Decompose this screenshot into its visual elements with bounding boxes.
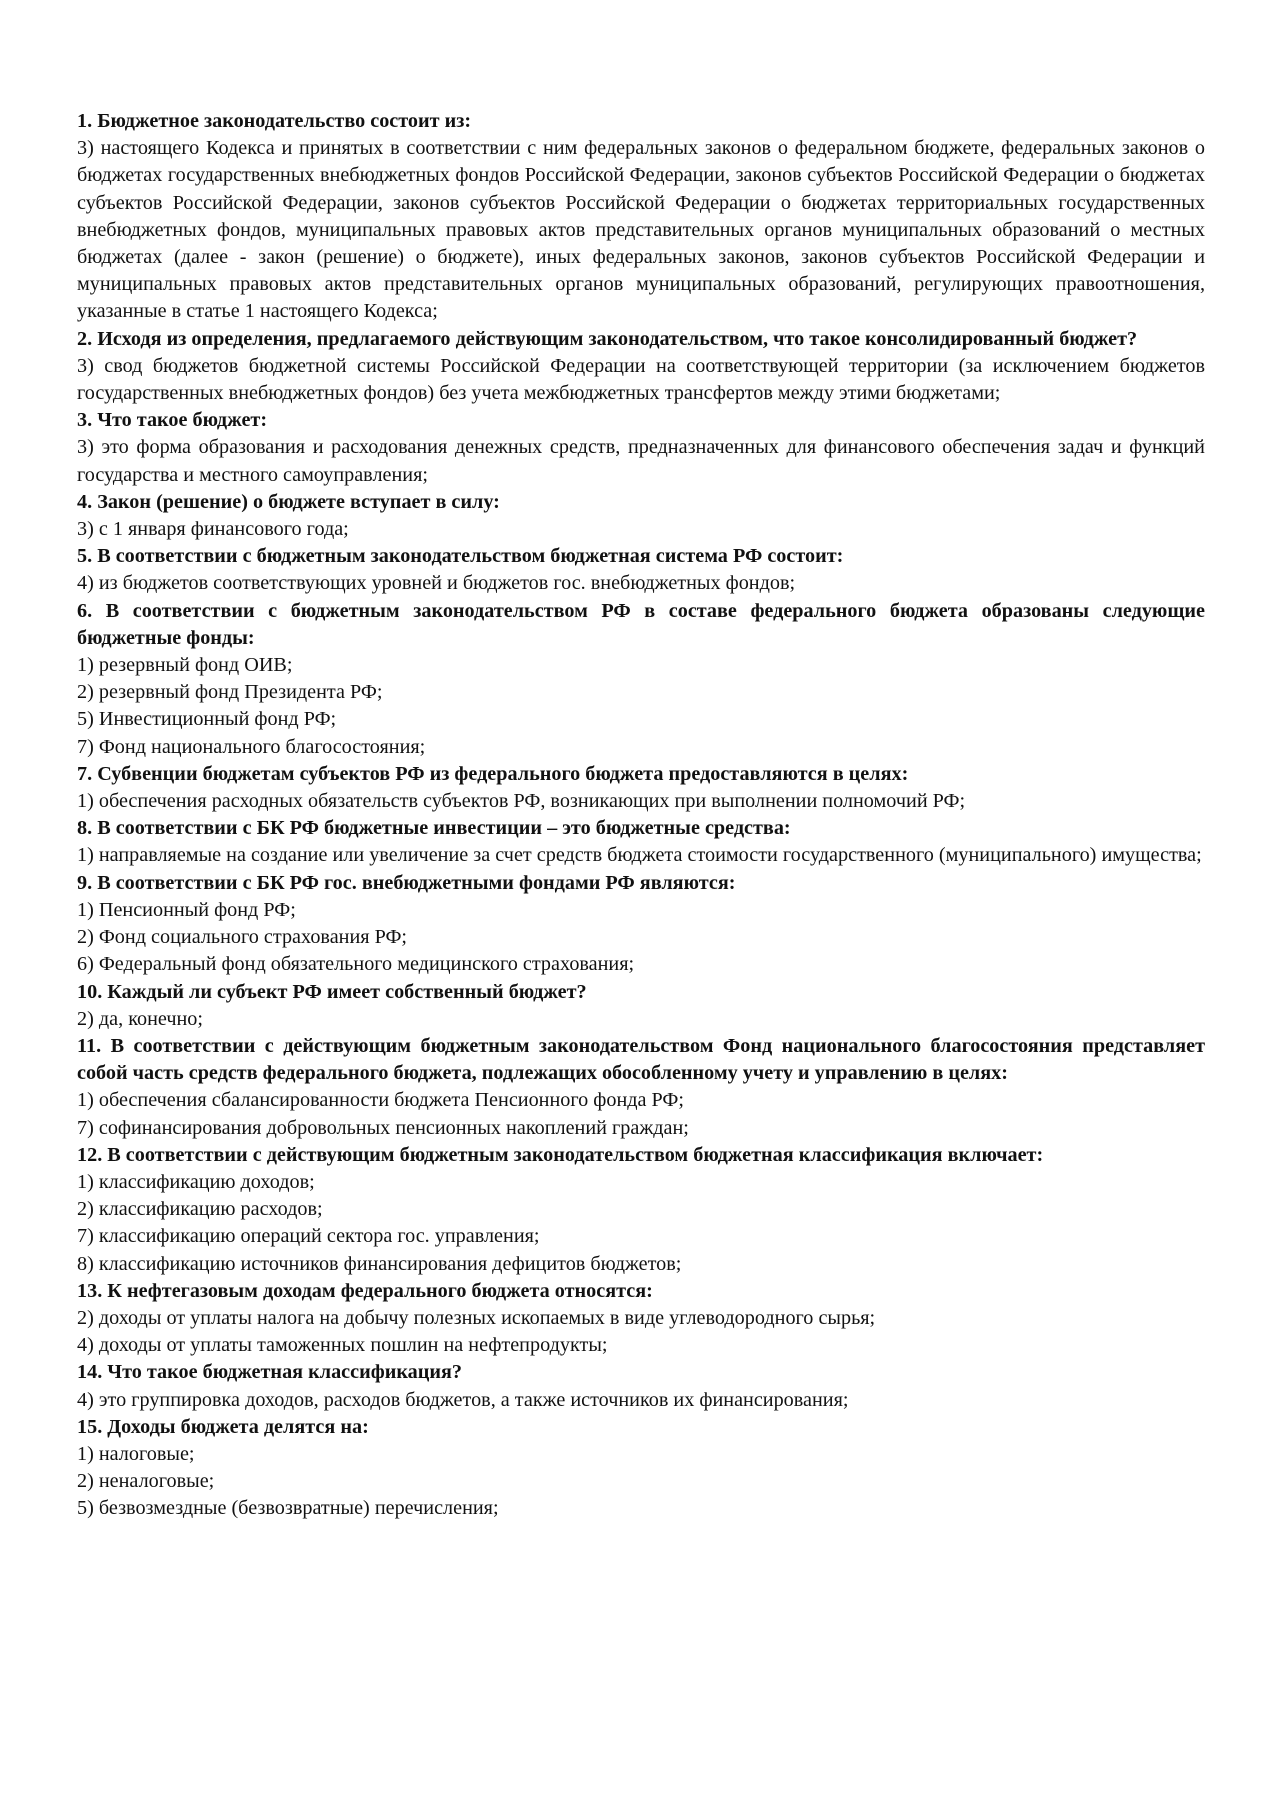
answer-text: 3) с 1 января финансового года;	[77, 518, 349, 541]
question-text: 6. В соответствии с бюджетным законодательством РФ в составе федерального бюджета образованы следующие бюджетные фонды:	[77, 599, 1205, 649]
document-page	[77, 108, 1205, 1523]
question-block	[77, 979, 1205, 1033]
answer-text: 1) обеспечения расходных обязательств субъектов РФ, возникающих при выполнении полномочий РФ;	[77, 790, 966, 813]
answer-text: 1) обеспечения сбалансированности бюджета Пенсионного фонда РФ;	[77, 1089, 684, 1112]
answer-text: 2) классификацию расходов;	[77, 1198, 323, 1221]
answer-text: 5) Инвестиционный фонд РФ;	[77, 708, 337, 731]
question-block	[77, 1359, 1205, 1413]
answer-text: 4) из бюджетов соответствующих уровней и бюджетов гос. внебюджетных фондов;	[77, 572, 796, 595]
answer-text: 2) резервный фонд Президента РФ;	[77, 681, 383, 704]
question-text: 15. Доходы бюджета делятся на:	[77, 1415, 369, 1438]
answer-text: 4) это группировка доходов, расходов бюджетов, а также источников их финансирования;	[77, 1388, 849, 1411]
answer-text: 1) Пенсионный фонд РФ;	[77, 898, 296, 921]
question-block	[77, 761, 1205, 815]
question-block	[77, 489, 1205, 543]
question-block	[77, 1278, 1205, 1360]
answer-text: 7) софинансирования добровольных пенсионных накоплений граждан;	[77, 1116, 689, 1139]
question-block	[77, 1033, 1205, 1142]
question-text: 1. Бюджетное законодательство состоит из:	[77, 110, 472, 132]
question-text: 11. В соответствии с действующим бюджетным законодательством Фонд национального благосостояния представляет собой часть средств федерального бюджета, подлежащих обособленному учету и управлению в целях:	[77, 1034, 1205, 1085]
question-block	[77, 1142, 1205, 1278]
answer-text: 4) доходы от уплаты таможенных пошлин на нефтепродукты;	[77, 1334, 608, 1357]
question-block	[77, 598, 1205, 761]
question-block	[77, 407, 1205, 489]
answer-text: 1) классификацию доходов;	[77, 1170, 315, 1193]
question-text: 13. К нефтегазовым доходам федерального бюджета относятся:	[77, 1279, 653, 1302]
question-block	[77, 108, 1205, 326]
question-text: 14. Что такое бюджетная классификация?	[77, 1361, 463, 1384]
answer-text: 3) свод бюджетов бюджетной системы Российской Федерации на соответствующей территории (за исключением бюджетов государственных внебюджетных фондов) без учета межбюджетных трансфертов между этими бюджетами;	[77, 354, 1205, 405]
question-block	[77, 815, 1205, 869]
question-text: 5. В соответствии с бюджетным законодательством бюджетная система РФ состоит:	[77, 545, 844, 568]
answer-text: 2) Фонд социального страхования РФ;	[77, 926, 408, 949]
answer-text: 3) это форма образования и расходования денежных средств, предназначенных для финансового обеспечения задач и функций государства и местного самоуправления;	[77, 436, 1205, 486]
answer-text: 6) Федеральный фонд обязательного медицинского страхования;	[77, 953, 635, 976]
question-text: 2. Исходя из определения, предлагаемого действующим законодательством, что такое консолидированный бюджет?	[77, 327, 1138, 350]
answer-text: 2) неналоговые;	[77, 1470, 215, 1493]
answer-text: 1) налоговые;	[77, 1442, 195, 1465]
question-text: 9. В соответствии с БК РФ гос. внебюджетными фондами РФ являются:	[77, 871, 736, 894]
question-block	[77, 1414, 1205, 1523]
question-block	[77, 326, 1205, 408]
answer-text: 8) классификацию источников финансирования дефицитов бюджетов;	[77, 1252, 682, 1275]
answer-text: 5) безвозмездные (безвозвратные) перечисления;	[77, 1497, 499, 1520]
answer-text: 1) направляемые на создание или увеличение за счет средств бюджета стоимости государственного (муниципального) имущества;	[77, 844, 1202, 867]
question-block	[77, 870, 1205, 979]
answer-text: 7) классификацию операций сектора гос. управления;	[77, 1225, 540, 1248]
answer-text: 2) доходы от уплаты налога на добычу полезных ископаемых в виде углеводородного сырья;	[77, 1306, 876, 1329]
answer-text: 1) резервный фонд ОИВ;	[77, 654, 293, 677]
question-text: 4. Закон (решение) о бюджете вступает в силу:	[77, 490, 500, 513]
answer-text: 2) да, конечно;	[77, 1007, 203, 1030]
answer-text: 3) настоящего Кодекса и принятых в соответствии с ним федеральных законов о федеральном бюджете, федеральных законов о бюджетах государственных внебюджетных фондов Российской Федерации, законов субъектов Российской Федерации о бюджетах субъектов Российской Федерации, законов субъектов Российской Федерации о бюджетах территориальных государственных внебюджетных фондов, муниципальных правовых актов представительных органов муниципальных образований о местных бюджетах (далее - закон (решение) о бюджете), иных федеральных законов, законов субъектов Российской Федерации и муниципальных правовых актов представительных органов муниципальных образований, регулирующих правоотношения, указанные в статье 1 настоящего Кодекса;	[77, 137, 1205, 323]
question-text: 8. В соответствии с БК РФ бюджетные инвестиции – это бюджетные средства:	[77, 817, 791, 840]
answer-text: 7) Фонд национального благосостояния;	[77, 735, 426, 758]
question-text: 3. Что такое бюджет:	[77, 409, 268, 432]
question-block	[77, 543, 1205, 597]
question-text: 7. Субвенции бюджетам субъектов РФ из федерального бюджета предоставляются в целях:	[77, 762, 909, 785]
question-text: 10. Каждый ли субъект РФ имеет собственный бюджет?	[77, 980, 587, 1003]
question-text: 12. В соответствии с действующим бюджетным законодательством бюджетная классификация включает:	[77, 1143, 1044, 1166]
